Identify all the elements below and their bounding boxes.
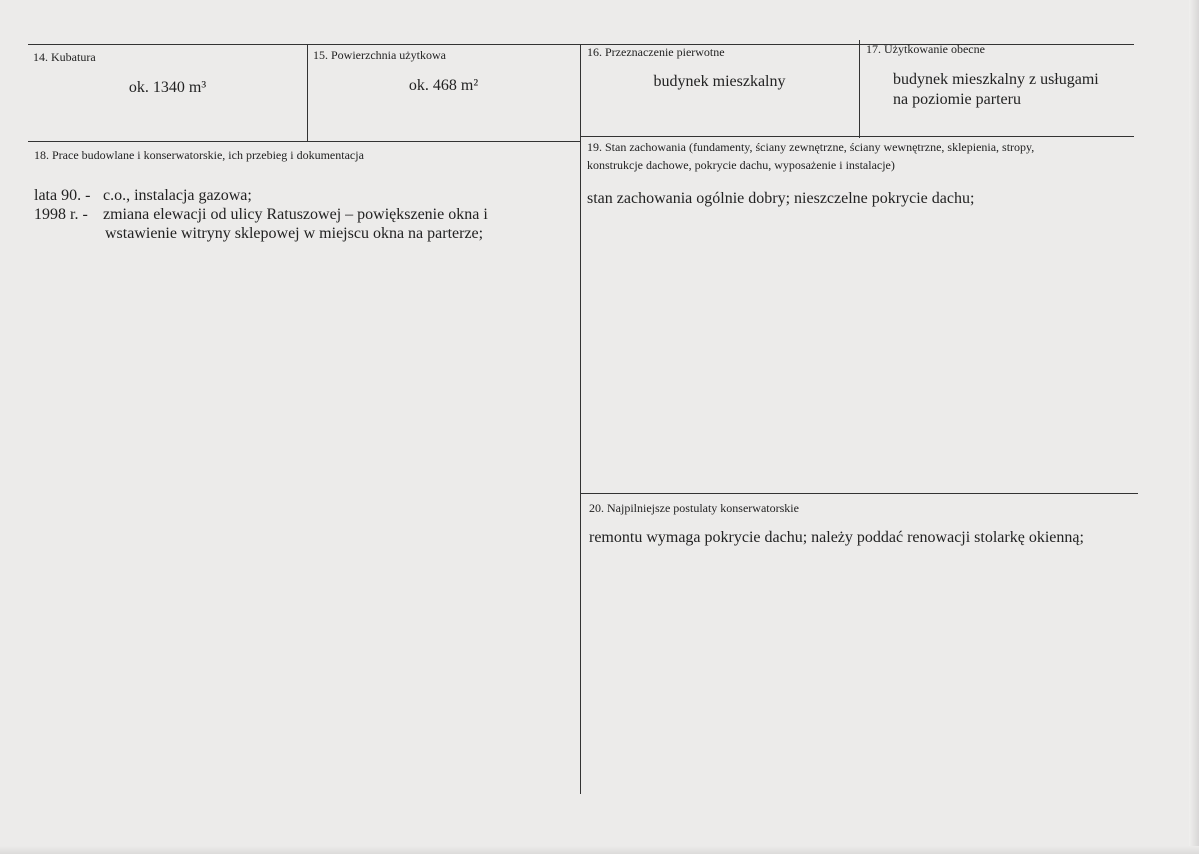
field18-entry-date: lata 90. - — [34, 187, 91, 204]
form-line-row1-bottom-left — [28, 141, 580, 142]
field14-label: 14. Kubatura — [33, 50, 96, 64]
field20-value: remontu wymaga pokrycie dachu; należy poddać renowacji stolarkę okienną; — [589, 529, 1084, 546]
field17-value-line2: na poziomie parteru — [893, 91, 1021, 108]
field17-label: 17. Użytkowanie obecne — [866, 42, 985, 56]
field18-entry-text: wstawienie witryny sklepowej w miejscu okna na parterze; — [105, 225, 484, 242]
field18-label: 18. Prace budowlane i konserwatorskie, ich przebieg i dokumentacja — [34, 148, 364, 162]
field14-value: ok. 1340 m³ — [128, 79, 207, 96]
form-line-col3 — [859, 40, 860, 138]
form-line-col2 — [580, 44, 581, 794]
field16-value: budynek mieszkalny — [653, 73, 786, 90]
field20-label: 20. Najpilniejsze postulaty konserwatorskie — [589, 501, 799, 515]
field19-value: stan zachowania ogólnie dobry; nieszczelne pokrycie dachu; — [587, 190, 975, 207]
field18-entry-text: c.o., instalacja gazowa; — [103, 187, 252, 204]
field18-entry-text: zmiana elewacji od ulicy Ratuszowej – powiększenie okna i — [103, 206, 488, 223]
field15-label: 15. Powierzchnia użytkowa — [313, 48, 446, 62]
page-edge — [0, 846, 1199, 854]
field18-entry-date: 1998 r. - — [34, 206, 88, 223]
form-line-row1-bottom-right — [580, 136, 1134, 137]
field19-label-line1: 19. Stan zachowania (fundamenty, ściany zewnętrzne, ściany wewnętrzne, sklepienia, stropy, — [587, 140, 1035, 154]
page-edge — [1189, 0, 1199, 854]
field17-value-line1: budynek mieszkalny z usługami — [893, 71, 1099, 88]
field16-label: 16. Przeznaczenie pierwotne — [587, 45, 725, 59]
field19-label-line2: konstrukcje dachowe, pokrycie dachu, wyposażenie i instalacje) — [587, 158, 895, 172]
field15-value: ok. 468 m² — [408, 77, 479, 94]
form-line-field20-top — [580, 493, 1138, 494]
